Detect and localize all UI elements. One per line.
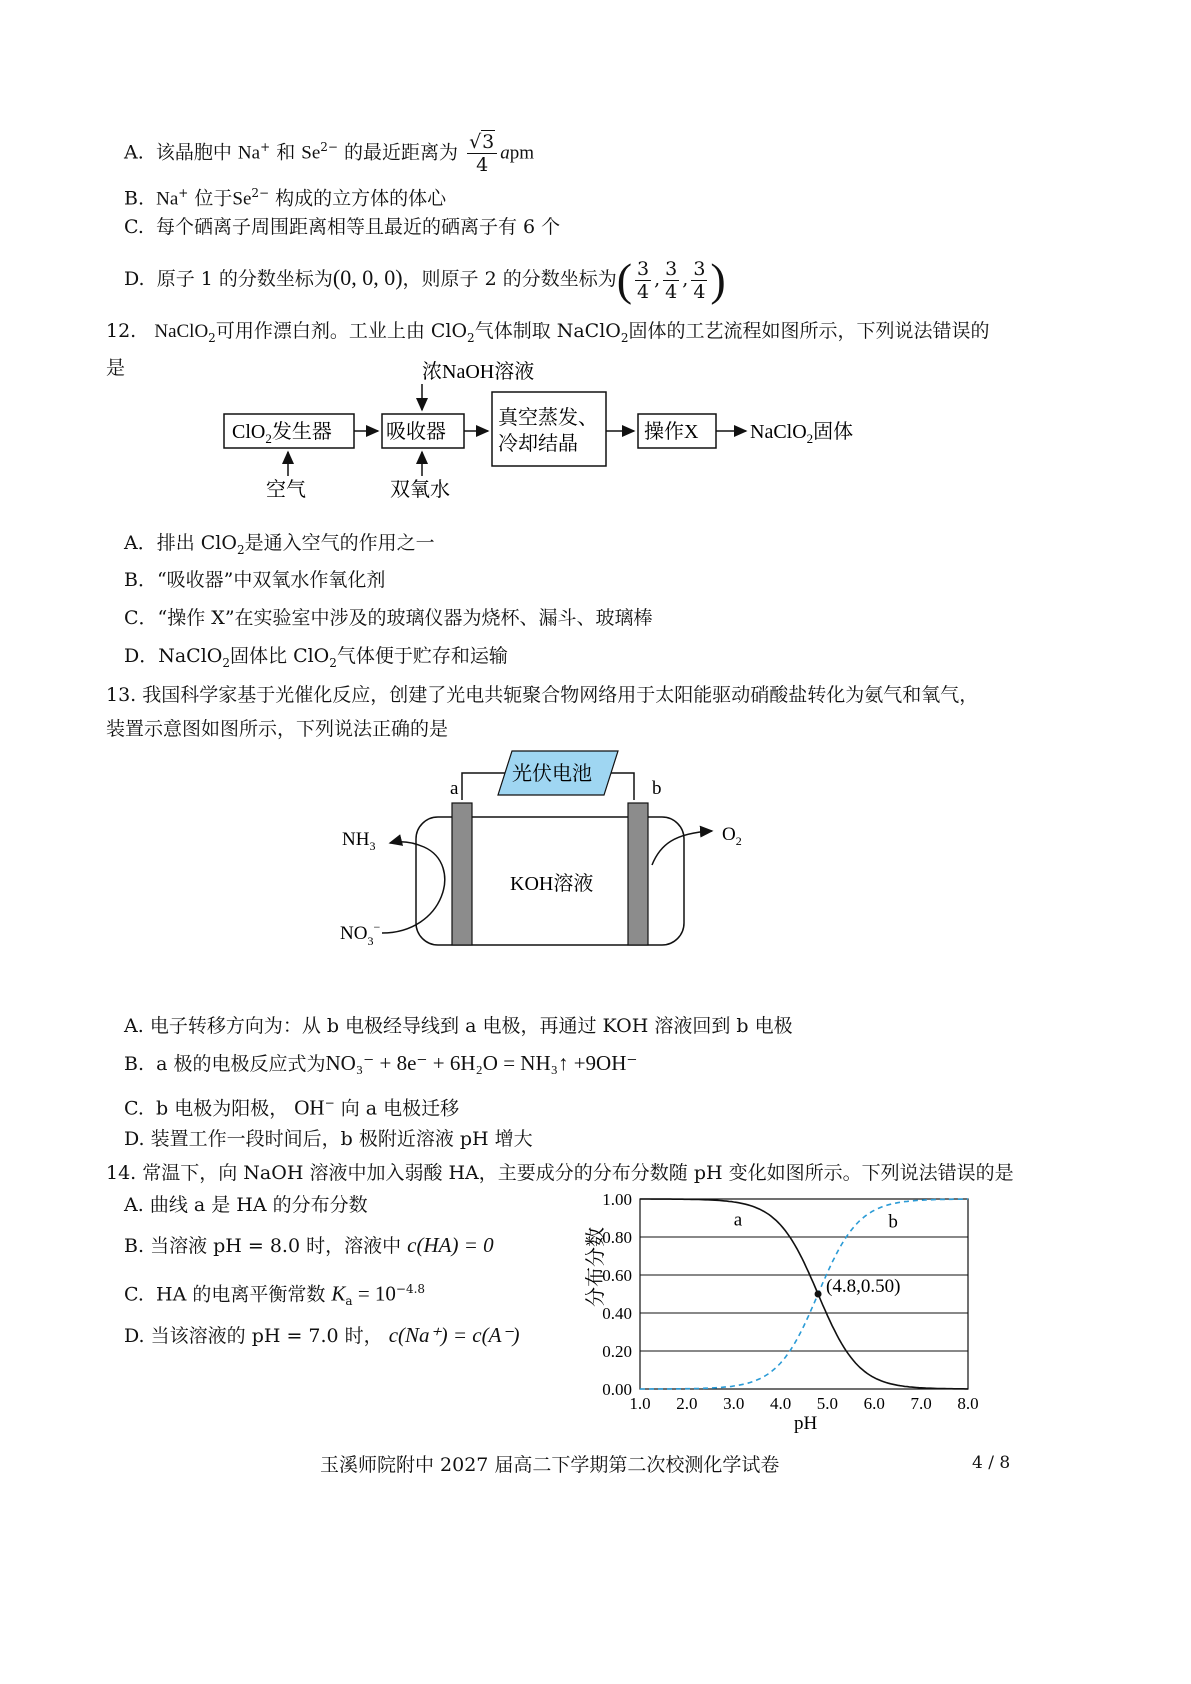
page-number: 4 / 8 [972,1453,1011,1473]
q13-option-b: B. a 极的电极反应式为NO₃⁻ + 8e⁻ + 6H₂O = NH₃↑ +9OH⁻ [124,1051,638,1075]
x-tick-label: 5.0 [816,1394,839,1413]
box-absorber-label: 吸收器 [386,421,446,443]
box-evaporation-line2: 冷却结晶 [498,433,578,455]
box-clo2-generator-label: ClO$_2$发生器 [232,421,332,446]
q14-stem: 14. 常温下，向 NaOH 溶液中加入弱酸 HA，主要成分的分布分数随 pH 变化如图所示。下列说法错误的是 [106,1162,1014,1184]
footer-title: 玉溪师院附中 2027 届高二下学期第二次校测化学试卷 [320,1454,780,1476]
q12-stem: 12. NaClO$_2$可用作漂白剂。工业上由 ClO$_2$气体制取 NaClO$_2$固体的工艺流程如图所示，下列说法错误的 [106,320,990,345]
q11-option-d: D. 原子 1 的分数坐标为(0, 0, 0)，则原子 2 的分数坐标为( $\frac{3}{4}$ , $\frac{3}{4}$ , $\frac{3}{4}$ ) [124,254,726,305]
flow-input-h2o2: 双氧水 [390,479,450,501]
series-label-a: a [733,1209,743,1231]
q14-distribution-chart [560,1185,1020,1445]
q12-flowchart [210,352,910,502]
q12-option-a: A．排出 ClO$_2$是通入空气的作用之一 [124,532,435,557]
solution-label: KOH溶液 [510,873,594,895]
q13-stem-cont: 装置示意图如图所示，下列说法正确的是 [106,718,449,740]
series-label-b: b [888,1211,898,1233]
intersection-label: (4.8,0.50) [826,1276,901,1297]
q11-option-a: A. 该晶胞中 Na+ 和 $Se^{2-}$ 的最近距离为 $\frac{√3}{4}$ apm [124,130,535,176]
y-tick-label: 0.60 [602,1266,632,1285]
y-tick-label: 1.00 [602,1190,632,1209]
o2-label: $O_2$ [722,824,742,848]
series-line-a [640,1199,968,1389]
series-line-b [640,1199,968,1389]
nh3-label: $NH_3$ [342,829,376,853]
y-tick-label: 0.20 [602,1342,632,1361]
y-axis-label: 分布分数 [583,1227,607,1307]
q11-option-b: B. Na+ 位于$Se^{2-}$ 构成的立方体的体心 [124,186,447,210]
arrow-o2 [652,831,712,865]
q13-electrolysis-figure [334,745,774,965]
box-operation-x-label: 操作X [644,421,699,443]
fraction-sqrt3-over-4: $\frac{√3}{4}$ [467,131,497,176]
q11-option-c: C. 每个硒离子周围距离相等且最近的硒离子有 6 个 [124,216,561,238]
no3-label: $NO_3^-$ [340,920,381,948]
x-tick-label: 4.0 [769,1394,792,1413]
q14-option-a: A. 曲线 a 是 HA 的分布分数 [124,1194,368,1216]
y-tick-label: 0.00 [602,1380,632,1399]
flow-top-input-label: 浓NaOH溶液 [422,361,535,383]
battery-label: 光伏电池 [512,763,592,785]
x-axis-label: pH [794,1413,818,1434]
q12-option-c: C．“操作 X”在实验室中涉及的玻璃仪器为烧杯、漏斗、玻璃棒 [124,607,653,629]
flow-input-air: 空气 [266,479,306,501]
x-tick-label: 7.0 [910,1394,932,1413]
q14-option-d: D. 当该溶液的 pH = 7.0 时， c(Na⁺) = c(A⁻) [124,1323,520,1347]
box-evaporation-line1: 真空蒸发、 [498,407,598,429]
q13-option-d: D. 装置工作一段时间后，b 极附近溶液 pH 增大 [124,1128,533,1150]
flow-output-label: NaClO$_2$固体 [750,421,854,446]
x-tick-label: 8.0 [957,1394,979,1413]
electrode-b [628,803,648,945]
intersection-point [815,1291,822,1298]
q13-option-a: A. 电子转移方向为：从 b 电极经导线到 a 电极，再通过 KOH 溶液回到 b 电极 [124,1015,793,1037]
electrode-a-label: a [450,778,459,799]
q14-option-b: B. 当溶液 pH = 8.0 时，溶液中 c(HA) = 0 [124,1233,494,1257]
y-tick-label: 0.40 [602,1304,632,1323]
electrode-a [452,803,472,945]
arrow-no3-to-nh3 [382,842,445,933]
q13-option-c: C. b 电极为阳极， OH− 向 a 电极迁移 [124,1095,460,1120]
q12-option-b: B．“吸收器”中双氧水作氧化剂 [124,569,386,591]
x-tick-label: 2.0 [676,1394,698,1413]
plot-frame [640,1199,968,1389]
y-tick-label: 0.80 [602,1228,632,1247]
q14-option-c: C. HA 的电离平衡常数 $K_a = 10^{-4.8}$ [124,1281,426,1309]
x-tick-label: 3.0 [723,1394,745,1413]
q12-option-d: D．NaClO$_2$固体比 ClO$_2$气体便于贮存和运输 [124,645,508,670]
q13-stem: 13. 我国科学家基于光催化反应，创建了光电共轭聚合物网络用于太阳能驱动硝酸盐转化为氨气和氧气， [106,684,979,706]
x-tick-label: 1.0 [629,1394,651,1413]
electrode-b-label: b [652,778,662,799]
q12-stem-cont: 是 [106,357,126,379]
x-tick-label: 6.0 [863,1394,885,1413]
